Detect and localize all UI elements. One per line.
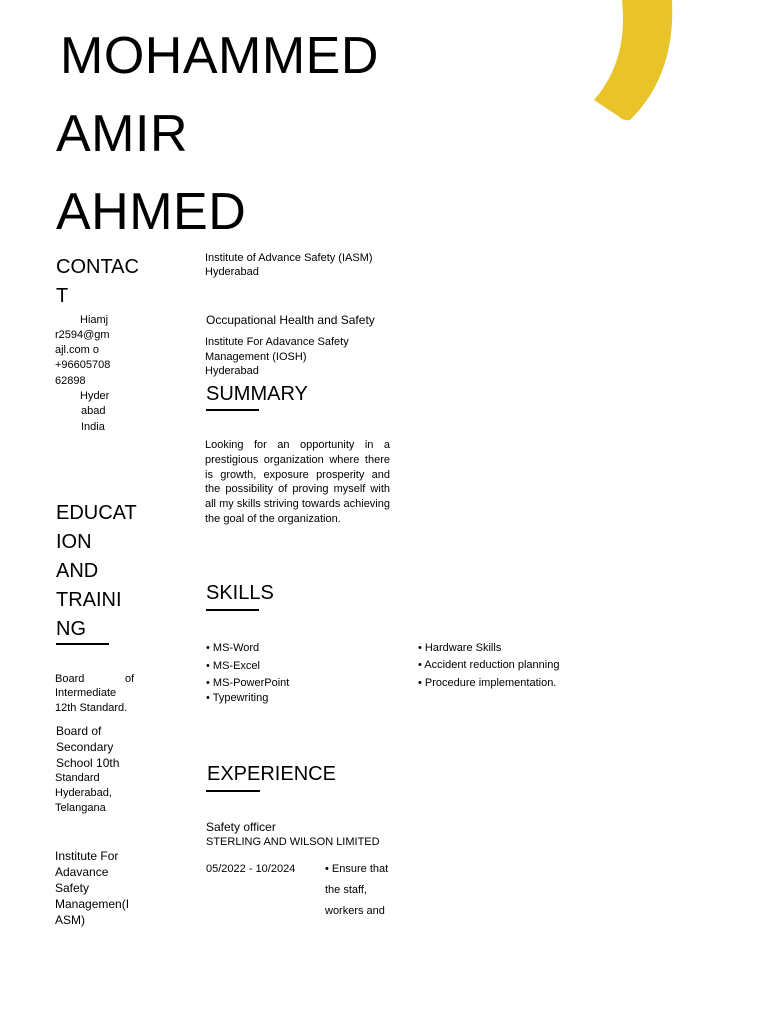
institute-2-line-3: Hyderabad	[205, 365, 259, 377]
skill-item: • MS-PowerPoint	[206, 677, 290, 689]
name-line-1: MOHAMMED	[60, 27, 379, 85]
edu1-of: of	[125, 673, 135, 685]
edu3-line-2: Adavance	[55, 865, 109, 879]
institute-1-line-2: Hyderabad	[205, 266, 259, 278]
decorative-accent-shape	[590, 0, 680, 125]
contact-heading-line-1: CONTAC	[56, 256, 139, 278]
contact-heading-line-2: T	[56, 285, 69, 307]
edu2-line-3: School 10th	[56, 756, 120, 770]
contact-email-part-3: ajl.com o	[55, 344, 100, 356]
contact-city-part-1: Hyder	[80, 390, 110, 402]
edu1-line-2: 12th Standard.	[55, 702, 128, 714]
job-bullet-line-3: workers and	[325, 905, 385, 917]
skill-item: • MS-Word	[206, 642, 260, 654]
institute-2-line-2: Management (IOSH)	[205, 351, 307, 363]
edu2-line-6: Telangana	[55, 802, 106, 814]
skills-heading: SKILLS	[206, 582, 274, 604]
institute-1-line-1: Institute of Advance Safety (IASM)	[205, 252, 373, 264]
job-title: Safety officer	[206, 820, 276, 834]
skill-item: • Accident reduction planning	[418, 659, 560, 671]
education-heading-line-5: NG	[56, 618, 86, 640]
institute-2-line-1: Institute For Adavance Safety	[205, 336, 349, 348]
summary-heading: SUMMARY	[206, 383, 308, 405]
edu1-line-1: Intermediate	[55, 687, 117, 699]
contact-email-part-2: r2594@gm	[55, 329, 110, 341]
education-heading-line-2: ION	[56, 531, 92, 553]
skill-item: • Procedure implementation.	[418, 677, 557, 689]
company-name: STERLING AND WILSON LIMITED	[206, 836, 380, 848]
skill-item: • Hardware Skills	[418, 642, 502, 654]
job-dates: 05/2022 - 10/2024	[206, 863, 296, 875]
summary-heading-underline	[206, 409, 259, 411]
contact-phone-part-2: 62898	[55, 375, 86, 387]
ohs-course: Occupational Health and Safety	[206, 313, 375, 327]
name-line-3: AHMED	[56, 183, 247, 241]
education-heading-line-4: TRAINI	[56, 589, 122, 611]
job-bullet-line-2: the staff,	[325, 884, 367, 896]
skill-item: • MS-Excel	[206, 660, 260, 672]
contact-country: India	[81, 421, 105, 433]
contact-phone-part-1: +96605708	[55, 359, 111, 371]
edu2-line-5: Hyderabad,	[55, 787, 112, 799]
contact-city-part-2: abad	[81, 405, 106, 417]
edu3-line-3: Safety	[55, 881, 90, 895]
summary-text: Looking for an opportunity in a prestigious organization where there is growth, exposure prosperity and the possibility of proving myself with all my skills striving towards achieving the goal of the organization.	[205, 439, 390, 525]
edu2-line-1: Board of	[56, 724, 102, 738]
edu3-line-1: Institute For	[55, 849, 119, 863]
education-heading-underline	[56, 643, 109, 645]
skills-heading-underline	[206, 609, 259, 611]
experience-heading-underline	[206, 790, 260, 792]
skill-item: • Typewriting	[206, 692, 269, 704]
edu2-line-4: Standard	[55, 772, 100, 784]
edu3-line-4: Managemen(I	[55, 897, 130, 911]
education-heading-line-3: AND	[56, 560, 99, 582]
edu2-line-2: Secondary	[56, 740, 114, 754]
contact-email-part-1: Hiamj	[80, 314, 109, 326]
job-bullet-line-1: • Ensure that	[325, 863, 389, 875]
edu1-board: Board	[55, 673, 85, 685]
experience-heading: EXPERIENCE	[207, 763, 336, 785]
name-line-2: AMIR	[56, 105, 188, 163]
education-heading-line-1: EDUCAT	[56, 502, 137, 524]
edu3-line-5: ASM)	[55, 913, 85, 927]
